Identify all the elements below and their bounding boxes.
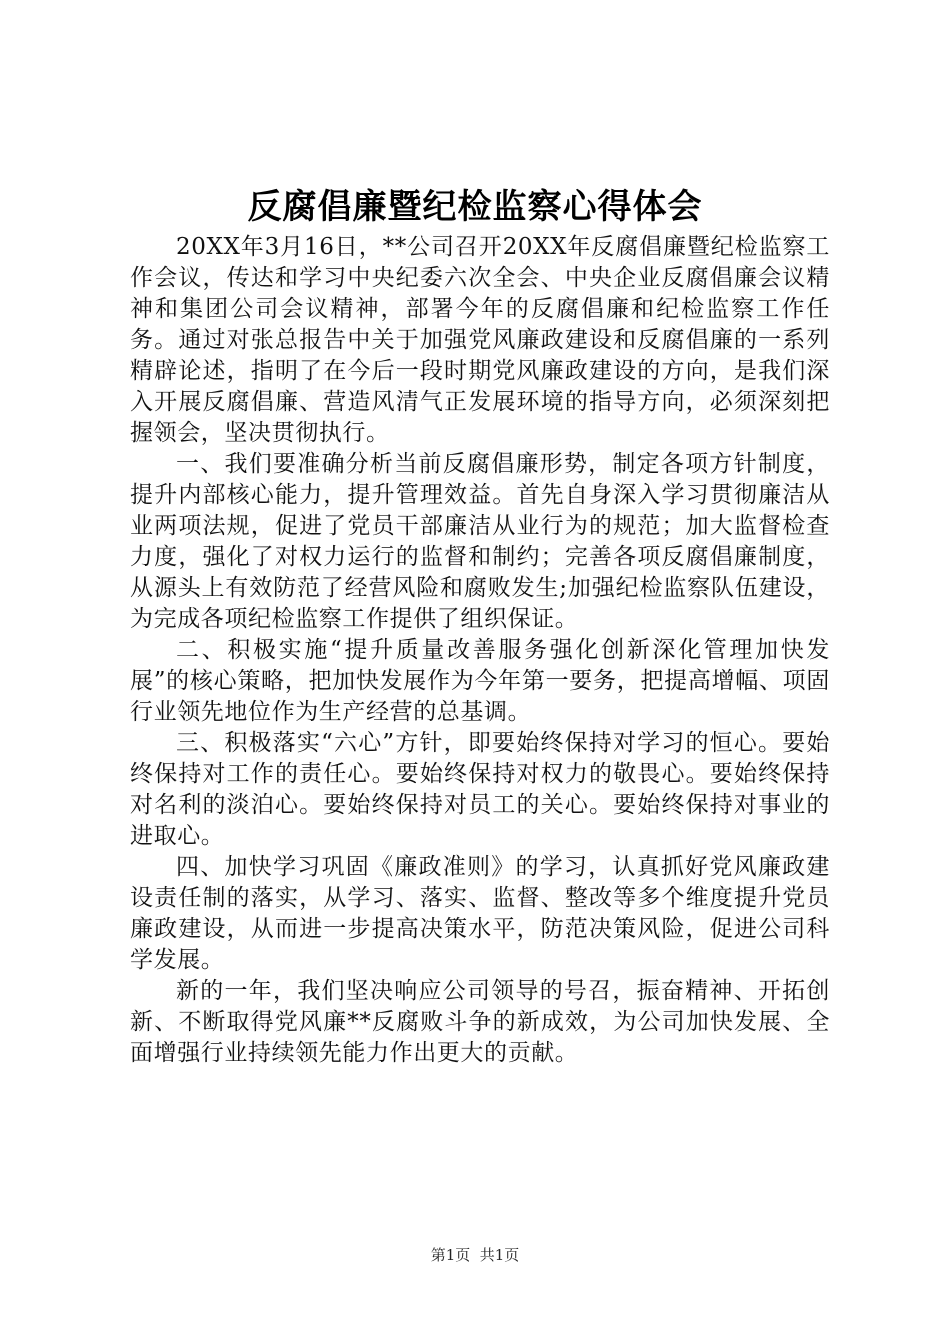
document-body xyxy=(130,232,830,1069)
paragraph-conclusion: 新的一年，我们坚决响应公司领导的号召，振奋精神、开拓创新、不断取得党风廉**反腐败斗争的新成效，为公司加快发展、全面增强行业持续领先能力作出更大的贡献。 xyxy=(130,978,830,1066)
page-footer xyxy=(0,1245,950,1265)
paragraph-point-3: 三、积极落实“六心”方针，即要始终保持对学习的恒心。要始终保持对工作的责任心。要始终保持对权力的敬畏心。要始终保持对名利的淡泊心。要始终保持对员工的关心。要始终保持对事业的进取心。 xyxy=(130,730,830,849)
paragraph-point-2: 二、积极实施“提升质量改善服务强化创新深化管理加快发展”的核心策略，把加快发展作为今年第一要务，把提高增幅、项固行业领先地位作为生产经营的总基调。 xyxy=(130,637,830,725)
page-number: 第1页 共1页 xyxy=(430,1246,520,1264)
document-title: 反腐倡廉暨纪检监察心得体会 xyxy=(247,187,703,227)
paragraph-intro: 20XX年3月16日，**公司召开20XX年反腐倡廉暨纪检监察工作会议，传达和学习中央纪委六次全会、中央企业反腐倡廉会议精神和集团公司会议精神，部署今年的反腐倡廉和纪检监察工作任务。通过对张总报告中关于加强党风廉政建设和反腐倡廉的一系列精辟论述，指明了在今后一段时期党风廉政建设的方向，是我们深入开展反腐倡廉、营造风清气正发展环境的指导方向，必须深刻把握领会，坚决贯彻执行。 xyxy=(130,234,830,446)
paragraph-point-1: 一、我们要准确分析当前反腐倡廉形势，制定各项方针制度，提升内部核心能力，提升管理效益。首先自身深入学习贯彻廉洁从业两项法规，促进了党员干部廉洁从业行为的规范；加大监督检查力度，强化了对权力运行的监督和制约；完善各项反腐倡廉制度，从源头上有效防范了经营风险和腐败发生;加强纪检监察队伍建设，为完成各项纪检监察工作提供了组织保证。 xyxy=(130,451,830,632)
paragraph-point-4: 四、加快学习巩固《廉政准则》的学习，认真抓好党风廉政建设责任制的落实，从学习、落实、监督、整改等多个维度提升党员廉政建设，从而进一步提高决策水平，防范决策风险，促进公司科学发展。 xyxy=(130,854,830,973)
